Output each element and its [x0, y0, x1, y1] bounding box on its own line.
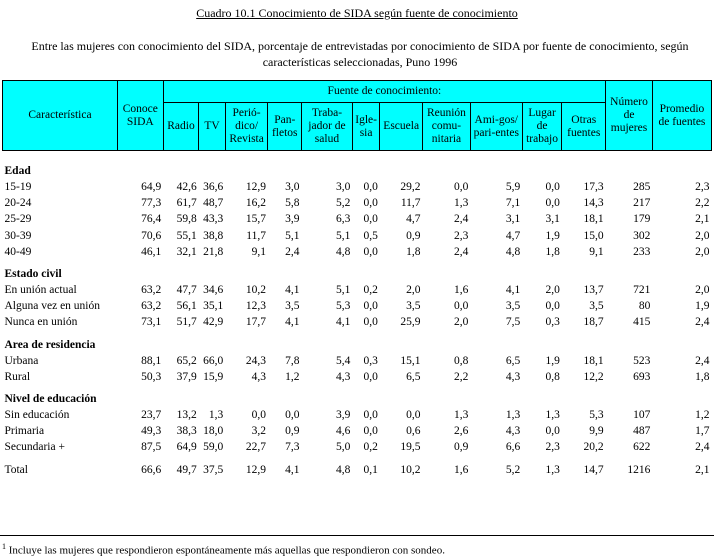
table-cell: 2,0: [695, 284, 710, 297]
table-cell: 523: [633, 354, 651, 367]
table-cell: 47,7: [176, 284, 197, 297]
table-cell: 0,0: [453, 300, 469, 313]
table-cell: 12,9: [245, 181, 266, 194]
table-cell: 38,8: [203, 229, 224, 242]
table-cell: 55,1: [176, 229, 197, 242]
table-cell: 21,8: [203, 245, 224, 258]
table-cell: 1,6: [453, 284, 469, 297]
row-label: 20-24: [4, 197, 32, 210]
table-cell: 70,6: [141, 229, 162, 242]
table-cell: 17,7: [245, 316, 266, 329]
table-cell: 10,2: [245, 284, 266, 297]
spacer-row: [3, 151, 712, 164]
table-cell: 3,9: [336, 408, 351, 421]
table-cell: 5,9: [505, 181, 521, 194]
table-cell: 0,0: [363, 300, 378, 313]
table-cell: 34,6: [203, 284, 224, 297]
total-row: [3, 461, 712, 477]
table-cell: 1,2: [285, 370, 300, 383]
table-cell: 4,8: [336, 245, 351, 258]
table-cell: 3,5: [505, 300, 521, 313]
table-cell: 4,7: [505, 229, 521, 242]
header-iglesia: Igle-sia: [352, 103, 379, 151]
table-cell: 43,3: [203, 213, 224, 226]
table-cell: 4,3: [505, 370, 521, 383]
header-panfletos: Pan-fletos: [268, 103, 302, 151]
table-cell: 25,9: [400, 316, 421, 329]
table-cell: 2,0: [453, 316, 469, 329]
table-cell: 1,3: [453, 197, 469, 210]
table-cell: 2,6: [453, 425, 469, 438]
table-cell: 10,2: [400, 463, 421, 476]
table-cell: 18,0: [203, 425, 224, 438]
table-cell: 5,8: [285, 197, 300, 210]
table-cell: 5,1: [336, 229, 351, 242]
table-cell: 1,6: [453, 463, 469, 476]
table-cell: 5,4: [336, 354, 351, 367]
table-cell: 0,0: [363, 213, 378, 226]
table-cell: 2,3: [695, 181, 710, 194]
table-row: [3, 211, 712, 227]
header-numero: Número de mujeres: [606, 81, 653, 151]
table-cell: 4,3: [505, 425, 521, 438]
row-label: Alguna vez en unión: [4, 300, 100, 313]
table-cell: 2,1: [695, 463, 710, 476]
table-cell: 1,3: [545, 408, 560, 421]
table-cell: 2,3: [545, 441, 560, 454]
table-cell: 1,7: [695, 425, 710, 438]
section-header: [3, 337, 712, 353]
table-cell: 1,9: [695, 300, 710, 313]
table-cell: 0,9: [406, 229, 421, 242]
table-cell: 107: [633, 408, 651, 421]
table-cell: 88,1: [141, 354, 162, 367]
header-promedio: Promedio de fuentes: [652, 81, 711, 151]
table-cell: 5,0: [336, 441, 351, 454]
table-row: [3, 282, 712, 298]
header-amigos: Ami-gos/ pari-entes: [470, 103, 522, 151]
table-cell: 64,9: [141, 181, 162, 194]
table-cell: 0,9: [285, 425, 300, 438]
table-cell: 2,4: [285, 245, 300, 258]
table-cell: 0,2: [363, 284, 378, 297]
table-cell: 2,4: [453, 245, 469, 258]
section-header: [3, 163, 712, 179]
table-cell: 80: [638, 300, 651, 313]
table-cell: 622: [633, 441, 651, 454]
table-cell: 0,0: [545, 300, 560, 313]
table-cell: 7,1: [505, 197, 521, 210]
table-cell: 29,2: [400, 181, 421, 194]
table-cell: 64,9: [176, 441, 197, 454]
table-cell: 0,0: [285, 408, 300, 421]
table-cell: 20,2: [583, 441, 604, 454]
section-title: Nivel de educación: [4, 392, 97, 405]
section-header: [3, 266, 712, 282]
table-cell: 42,9: [203, 316, 224, 329]
table-cell: 4,1: [505, 284, 521, 297]
table-cell: 63,2: [141, 284, 162, 297]
table-cell: 61,7: [176, 197, 197, 210]
header-periodico: Perió-dico/ Revista: [225, 103, 268, 151]
table-cell: 2,4: [695, 354, 710, 367]
table-cell: 3,9: [285, 213, 300, 226]
table-cell: 3,0: [285, 181, 300, 194]
header-conoce: Conoce SIDA: [117, 81, 163, 151]
table-cell: 6,3: [336, 213, 351, 226]
table-cell: 0,1: [363, 463, 378, 476]
table-cell: 3,1: [505, 213, 521, 226]
table-cell: 32,1: [176, 245, 197, 258]
table-cell: 59,0: [203, 441, 224, 454]
table-cell: 18,7: [583, 316, 604, 329]
header-radio: Radio: [163, 103, 199, 151]
table-cell: 0,9: [453, 441, 469, 454]
header-tv: TV: [199, 103, 225, 151]
table-cell: 19,5: [400, 441, 421, 454]
table-cell: 693: [633, 370, 651, 383]
table-cell: 4,8: [336, 463, 351, 476]
table-cell: 13,7: [583, 284, 604, 297]
table-cell: 0,0: [545, 425, 560, 438]
table-cell: 0,8: [453, 354, 469, 367]
table-cell: 15,0: [583, 229, 604, 242]
table-cell: 2,2: [695, 197, 710, 210]
table-cell: 4,1: [336, 316, 351, 329]
table-cell: 4,1: [285, 284, 300, 297]
section-header: [3, 391, 712, 407]
table-cell: 9,1: [589, 245, 604, 258]
table-cell: 13,2: [176, 408, 197, 421]
table-cell: 721: [633, 284, 651, 297]
table-cell: 0,0: [363, 408, 378, 421]
table-cell: 1,2: [695, 408, 710, 421]
table-cell: 12,2: [583, 370, 604, 383]
header-otras: Otras fuentes: [562, 103, 606, 151]
table-cell: 1,8: [695, 370, 710, 383]
table-cell: 285: [633, 181, 651, 194]
table-cell: 37,5: [203, 463, 224, 476]
table-cell: 0,2: [363, 441, 378, 454]
table-cell: 15,9: [203, 370, 224, 383]
table-cell: 0,0: [363, 181, 378, 194]
table-cell: 0,0: [406, 408, 421, 421]
section-title: Edad: [4, 165, 31, 177]
table-row: [3, 369, 712, 385]
table-cell: 2,0: [406, 284, 421, 297]
table-cell: 1,8: [406, 245, 421, 258]
table-cell: 76,4: [141, 213, 162, 226]
table-cell: 487: [633, 425, 651, 438]
table-cell: 0,6: [406, 425, 421, 438]
table-cell: 6,5: [406, 370, 421, 383]
table-cell: 5,1: [336, 284, 351, 297]
table-cell: 0,3: [363, 354, 378, 367]
table-row: [3, 423, 712, 439]
table-cell: 3,5: [285, 300, 300, 313]
table-cell: 66,0: [203, 354, 224, 367]
table-cell: 46,1: [141, 245, 162, 258]
table-cell: 0,0: [453, 181, 469, 194]
table-cell: 18,1: [583, 354, 604, 367]
table-cell: 0,0: [363, 245, 378, 258]
table-cell: 7,3: [285, 441, 300, 454]
table-cell: 12,9: [245, 463, 266, 476]
row-label: 40-49: [4, 245, 32, 258]
table-cell: 24,3: [245, 354, 266, 367]
table-cell: 4,6: [336, 425, 351, 438]
table-cell: 7,8: [285, 354, 300, 367]
table-cell: 87,5: [141, 441, 162, 454]
table-cell: 51,7: [176, 316, 197, 329]
table-cell: 217: [633, 197, 651, 210]
table-cell: 56,1: [176, 300, 197, 313]
table-cell: 2,3: [453, 229, 469, 242]
table-cell: 6,6: [505, 441, 521, 454]
table-cell: 5,1: [285, 229, 300, 242]
table-cell: 23,7: [141, 408, 162, 421]
row-label: Primaria: [4, 425, 45, 438]
table-cell: 5,3: [589, 408, 604, 421]
table-cell: 0,0: [363, 425, 378, 438]
header-escuela: Escuela: [380, 103, 423, 151]
table-cell: 4,1: [285, 316, 300, 329]
table-cell: 179: [633, 213, 651, 226]
table-cell: 12,3: [245, 300, 266, 313]
table-row: [3, 179, 712, 195]
table-cell: 5,3: [336, 300, 351, 313]
table-cell: 22,7: [245, 441, 266, 454]
table-cell: 4,3: [251, 370, 266, 383]
table-cell: 4,8: [505, 245, 521, 258]
header-fuente-group: Fuente de conocimiento:: [163, 81, 605, 103]
table-cell: 1,9: [545, 354, 560, 367]
table-cell: 2,4: [695, 316, 710, 329]
table-cell: 38,3: [176, 425, 197, 438]
table-cell: 49,7: [176, 463, 197, 476]
table-row: [3, 244, 712, 260]
table-cell: 15,7: [245, 213, 266, 226]
table-cell: 37,9: [176, 370, 197, 383]
table-cell: 11,7: [246, 229, 266, 242]
table-row: [3, 407, 712, 423]
table-cell: 0,0: [363, 197, 378, 210]
table-cell: 1,3: [505, 408, 521, 421]
table-cell: 14,7: [583, 463, 604, 476]
table-row: [3, 195, 712, 211]
table-cell: 2,2: [453, 370, 469, 383]
table-cell: 5,2: [505, 463, 521, 476]
row-label: Urbana: [4, 354, 39, 367]
table-cell: 1,3: [208, 408, 224, 421]
section-title: Area de residencia: [4, 338, 96, 351]
table-cell: 9,1: [251, 245, 266, 258]
table-cell: 36,6: [203, 181, 224, 194]
row-label: 30-39: [4, 229, 32, 242]
row-label: 25-29: [4, 213, 32, 226]
table-cell: 4,1: [285, 463, 300, 476]
table-cell: 49,3: [141, 425, 162, 438]
table-cell: 6,5: [505, 354, 521, 367]
table-cell: 2,0: [545, 284, 560, 297]
table-cell: 0,5: [363, 229, 378, 242]
table-cell: 73,1: [141, 316, 162, 329]
table-subtitle: Entre las mujeres con conocimiento del SIDA, porcentaje de entrevistadas por conocimiento de SIDA por fuente de conocimiento, según características seleccionadas, Puno 1996: [31, 39, 689, 69]
row-label: Nunca en unión: [4, 316, 78, 329]
sida-table: [2, 80, 712, 478]
table-cell: 66,6: [141, 463, 162, 476]
table-cell: 3,0: [336, 181, 351, 194]
row-label: 15-19: [4, 181, 32, 194]
table-cell: 15,1: [400, 354, 421, 367]
table-cell: 0,8: [545, 370, 560, 383]
table-cell: 7,5: [505, 316, 521, 329]
table-row: [3, 314, 712, 330]
table-cell: 42,6: [176, 181, 197, 194]
table-cell: 14,3: [583, 197, 604, 210]
table-cell: 59,8: [176, 213, 197, 226]
table-row: [3, 298, 712, 314]
table-cell: 1,9: [545, 229, 560, 242]
table-cell: 9,9: [589, 425, 604, 438]
row-label: Sin educación: [4, 408, 70, 421]
table-body: [3, 151, 712, 478]
table-title: Cuadro 10.1 Conocimiento de SIDA según fuente de conocimiento: [196, 6, 518, 20]
header-caracteristica: Característica: [3, 81, 118, 151]
footnote: $^1$ Incluye las mujeres que respondieron espontáneamente más aquellas que respondieron con sondeo.: [2, 542, 445, 557]
table-cell: 0,0: [363, 316, 378, 329]
table-cell: 16,2: [245, 197, 266, 210]
table-cell: 3,2: [251, 425, 266, 438]
table-cell: 18,1: [583, 213, 604, 226]
header-lugar: Lugar de trabajo: [522, 103, 562, 151]
table-cell: 50,3: [141, 370, 162, 383]
table-cell: 1216: [627, 463, 651, 476]
table-cell: 0,3: [545, 316, 560, 329]
table-cell: 3,5: [406, 300, 421, 313]
table-cell: 11,7: [400, 197, 421, 210]
table-cell: 1,8: [545, 245, 560, 258]
header-reunion: Reunión comu-nitaria: [423, 103, 471, 151]
table-cell: 2,0: [695, 229, 710, 242]
table-row: [3, 353, 712, 369]
header-trabajador: Traba-jador de salud: [302, 103, 353, 151]
row-label: Rural: [4, 370, 31, 383]
table-cell: 4,7: [406, 213, 421, 226]
table-cell: 233: [633, 245, 651, 258]
table-cell: 415: [633, 316, 651, 329]
row-label: Total: [4, 463, 28, 476]
section-title: Estado civil: [4, 267, 62, 280]
table-cell: 0,0: [251, 408, 266, 421]
table-cell: 2,0: [695, 245, 710, 258]
table-cell: 0,0: [545, 197, 560, 210]
table-cell: 65,2: [176, 354, 197, 367]
table-cell: 2,4: [695, 441, 710, 454]
table-cell: 3,5: [589, 300, 604, 313]
table-cell: 63,2: [141, 300, 162, 313]
table-cell: 17,3: [583, 181, 604, 194]
table-cell: 2,4: [453, 213, 469, 226]
table-cell: 48,7: [203, 197, 224, 210]
table-cell: 2,1: [695, 213, 710, 226]
table-cell: 302: [633, 229, 651, 242]
table-row: [3, 439, 712, 455]
table-row: [3, 228, 712, 244]
row-label: Secundaria +: [4, 441, 65, 454]
table-cell: 3,1: [545, 213, 560, 226]
table-cell: 5,2: [336, 197, 351, 210]
table-cell: 0,0: [545, 181, 560, 194]
bottom-rule: [0, 535, 714, 536]
table-cell: 1,3: [545, 463, 560, 476]
table-cell: 35,1: [203, 300, 224, 313]
row-label: En unión actual: [4, 284, 77, 297]
table-cell: 4,3: [336, 370, 351, 383]
table-cell: 77,3: [141, 197, 162, 210]
table-cell: 1,3: [453, 408, 469, 421]
table-cell: 0,0: [363, 370, 378, 383]
